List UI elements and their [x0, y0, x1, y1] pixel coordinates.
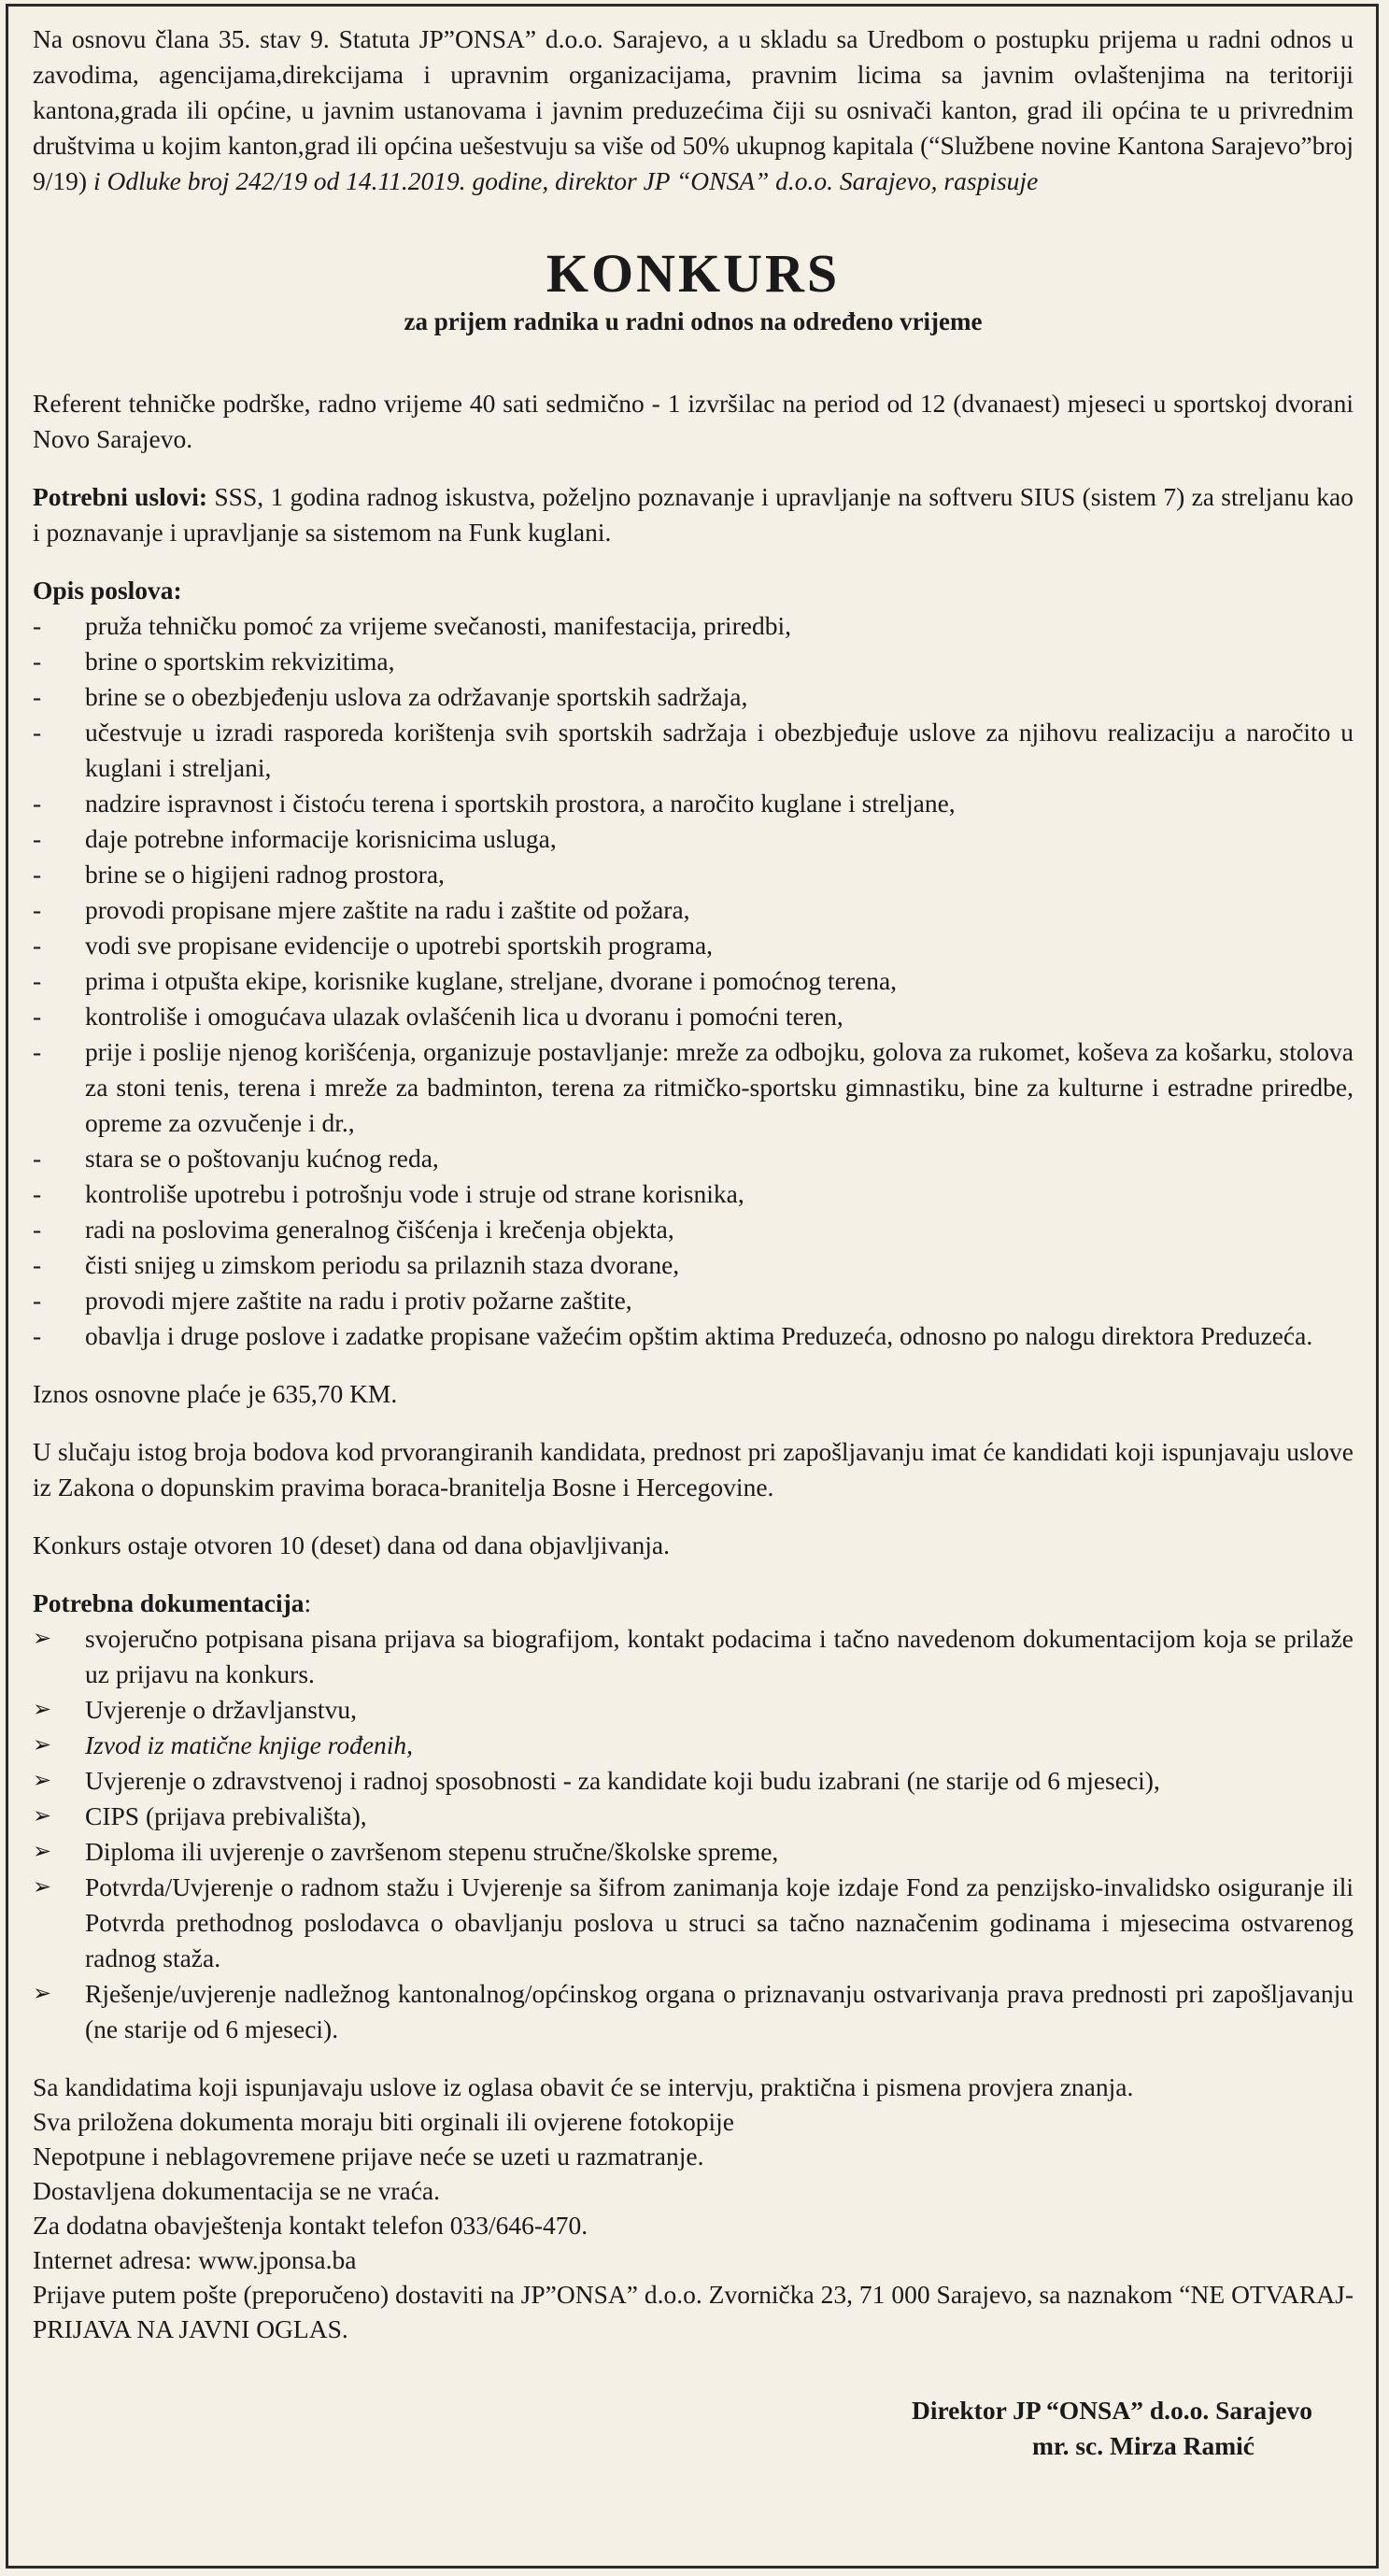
- list-item-text: brine se o higijeni radnog prostora,: [85, 860, 445, 889]
- document-item: [33, 1728, 1354, 1763]
- list-item-text: kontroliše i omogućava ulazak ovlašćenih lica u dvoranu i pomoćni teren,: [85, 1002, 843, 1031]
- list-item-text: čisti snijeg u zimskom periodu sa prilaznih staza dvorane,: [85, 1250, 680, 1279]
- duty-item: [33, 1034, 1354, 1141]
- list-item-text: prima i otpušta ekipe, korisnike kuglane, streljane, dvorane i pomoćnog terena,: [85, 966, 898, 995]
- duty-item: [33, 963, 1354, 999]
- intro-paragraph: [33, 21, 1354, 199]
- list-item-text: CIPS (prijava prebivališta),: [85, 1801, 367, 1830]
- list-marker: -: [33, 647, 42, 676]
- list-marker: -: [33, 611, 42, 640]
- list-item-text: provodi propisane mjere zaštite na radu i zaštite od požara,: [85, 895, 690, 924]
- duty-item: [33, 608, 1354, 644]
- list-item-text: kontroliše upotrebu i potrošnju vode i struje od strane korisnika,: [85, 1179, 744, 1208]
- document-item: [33, 1621, 1354, 1692]
- not-returned-text: Dostavljena dokumentacija se ne vraća.: [33, 2176, 440, 2205]
- documents-colon: :: [304, 1588, 312, 1617]
- duty-item: [33, 857, 1354, 892]
- list-item-text: nadzire ispravnost i čistoću terena i sportskih prostora, a naročito kuglane i streljane,: [85, 789, 956, 818]
- document-item: [33, 1799, 1354, 1834]
- list-item-text: brine o sportskim rekvizitima,: [85, 647, 395, 676]
- website-text: Internet adresa: www.jponsa.ba: [33, 2245, 357, 2274]
- list-marker: -: [33, 1037, 42, 1066]
- intro-decision: i Odluke broj 242/19 od 14.11.2019. godine, direktor JP “ONSA” d.o.o. Sarajevo, raspisuje: [87, 166, 1039, 195]
- document-item: [33, 1870, 1354, 1976]
- list-marker: -: [33, 682, 42, 711]
- duty-item: [33, 892, 1354, 928]
- mail-instructions-text: Prijave putem pošte (preporučeno) dostaviti na JP”ONSA” d.o.o. Zvornička 23, 71 000 Sarajevo, sa naznakom “NE OTVARAJ-PRIJAVA NA JAVNI OGLAS.: [33, 2280, 1354, 2343]
- list-marker: -: [33, 1250, 42, 1279]
- intro-legal-basis: Na osnovu člana 35. stav 9. Statuta JP”ONSA” d.o.o. Sarajevo, a u skladu sa Uredbom o postupku prijema u radni odnos u zavodima, agencijama,direkcijama i upravnim organizacijama, pravnim licima sa javnim ovlaštenjima na teritoriji kantona,grada ili općine, u javnim ustanovama i javnim preduzećima čiji su osnivači kanton, grad ili općina te u privrednim društvima u kojim kanton,grad ili općina uešestvuju sa više od 50% ukupnog kapitala (“Službene novine Kantona Sarajevo”broj 9/19): [33, 24, 1354, 195]
- list-marker: ➢: [33, 1875, 52, 1900]
- document-item: [33, 1834, 1354, 1870]
- requirements-label: Potrebni uslovi:: [33, 482, 208, 511]
- list-item-text: Potvrda/Uvjerenje o radnom stažu i Uvjerenje sa šifrom zanimanja koje izdaje Fond za penzijsko-invalidsko osiguranje ili Potvrda prethodnog poslodavca o obavljanju poslova u struci sa tačno naznačenim godinama i mjesecima ostvarenog radnog staža.: [85, 1872, 1354, 1972]
- position-description: Referent tehničke podrške, radno vrijeme 40 sati sedmično - 1 izvršilac na period od 12 (dvanaest) mjeseci u sportskoj dvorani Novo Sarajevo.: [33, 389, 1354, 453]
- duty-item: [33, 715, 1354, 786]
- document-item: [33, 1763, 1354, 1799]
- incomplete-text: Nepotpune i neblagovremene prijave neće se uzeti u razmatranje.: [33, 2142, 704, 2170]
- list-item-text: obavlja i druge poslove i zadatke propisane važećim opštim aktima Preduzeća, odnosno po nalogu direktora Preduzeća.: [85, 1321, 1313, 1350]
- page-subtitle: za prijem radnika u radni odnos na određeno vrijeme: [404, 307, 983, 335]
- list-item-text: prije i poslije njenog korišćenja, organizuje postavljanje: mreže za odbojku, golova za rukomet, koševa za košarku, stolova za stoni tenis, terena i mreže za badminton, terena za ritmičko-sportsku gimnastiku, bine za kulturne i estradne priredbe, opreme za ozvučenje i dr.,: [85, 1037, 1354, 1137]
- documents-label: Potrebna dokumentacija: [33, 1588, 305, 1617]
- duty-item: [33, 679, 1354, 715]
- documents-heading: [33, 1586, 1354, 1621]
- duty-item: [33, 928, 1354, 963]
- list-marker: -: [33, 789, 42, 818]
- duty-item: [33, 1141, 1354, 1176]
- signature-title: Direktor JP “ONSA” d.o.o. Sarajevo: [911, 2396, 1312, 2425]
- list-marker: -: [33, 1215, 42, 1244]
- list-marker: ➢: [33, 1733, 52, 1758]
- signature-block: [33, 2393, 1354, 2464]
- document-item: [33, 1976, 1354, 2047]
- page-title: KONKURS: [546, 243, 841, 304]
- list-item-text: stara se o poštovanju kućnog reda,: [85, 1144, 439, 1173]
- documents-list: [33, 1621, 1354, 2047]
- salary-text: Iznos osnovne plaće je 635,70 KM.: [33, 1379, 398, 1408]
- list-item-text: pruža tehničku pomoć za vrijeme svečanosti, manifestacija, priredbi,: [85, 611, 791, 640]
- duty-item: [33, 1176, 1354, 1212]
- list-marker: ➢: [33, 1698, 52, 1722]
- duties-label: Opis poslova:: [33, 576, 182, 605]
- list-marker: -: [33, 718, 42, 747]
- duty-item: [33, 1212, 1354, 1247]
- list-item-text: daje potrebne informacije korisnicima usluga,: [85, 824, 557, 853]
- duty-item: [33, 821, 1354, 857]
- list-marker: -: [33, 1144, 42, 1173]
- list-item-text: Uvjerenje o zdravstvenoj i radnoj sposobnosti - za kandidate koji budu izabrani (ne starije od 6 mjeseci),: [85, 1766, 1160, 1795]
- list-item-text: vodi sve propisane evidencije o upotrebi sportskih programa,: [85, 931, 714, 960]
- list-marker: ➢: [33, 1804, 52, 1829]
- list-marker: -: [33, 860, 42, 889]
- list-marker: ➢: [33, 1982, 52, 2006]
- requirements-paragraph: [33, 479, 1354, 550]
- priority-text: U slučaju istog broja bodova kod prvorangiranih kandidata, prednost pri zapošljavanju imat će kandidati koji ispunjavaju uslove iz Zakona o dopunskim pravima boraca-branitelja Bosne i Hercegovine.: [33, 1437, 1354, 1501]
- signature-name: mr. sc. Mirza Ramić: [1032, 2431, 1254, 2460]
- list-marker: ➢: [33, 1840, 52, 1864]
- list-item-text: radi na poslovima generalnog čišćenja i krečenja objekta,: [85, 1215, 674, 1244]
- duty-item: [33, 644, 1354, 679]
- list-marker: -: [33, 1179, 42, 1208]
- list-item-text: Uvjerenje o državljanstvu,: [85, 1695, 357, 1724]
- list-item-text: Izvod iz matične knjige rođenih,: [85, 1730, 414, 1759]
- list-item-text: Diploma ili uvjerenje o završenom stepenu stručne/školske spreme,: [85, 1837, 779, 1866]
- list-marker: -: [33, 1321, 42, 1350]
- job-announcement: [6, 4, 1379, 2569]
- originals-text: Sva priložena dokumenta moraju biti orginali ili ovjerene fotokopije: [33, 2107, 734, 2136]
- duty-item: [33, 786, 1354, 821]
- list-marker: -: [33, 1002, 42, 1031]
- contact-phone-text: Za dodatna obavještenja kontakt telefon 033/646-470.: [33, 2211, 588, 2240]
- duty-item: [33, 999, 1354, 1034]
- list-item-text: učestvuje u izradi rasporeda korištenja svih sportskih sadržaja i obezbjeđuje uslove za njihovu realizaciju a naročito u kuglani i streljani,: [85, 718, 1354, 782]
- open-period-text: Konkurs ostaje otvoren 10 (deset) dana od dana objavljivanja.: [33, 1530, 670, 1559]
- list-marker: ➢: [33, 1769, 52, 1793]
- duty-item: [33, 1283, 1354, 1318]
- list-marker: -: [33, 1286, 42, 1315]
- duties-list: [33, 608, 1354, 1354]
- document-item: [33, 1692, 1354, 1728]
- duty-item: [33, 1247, 1354, 1283]
- list-item-text: Rješenje/uvjerenje nadležnog kantonalnog/općinskog organa o priznavanju ostvarivanja prava prednosti pri zapošljavanju (ne starije od 6 mjeseci).: [85, 1979, 1354, 2043]
- list-item-text: brine se o obezbjeđenju uslova za održavanje sportskih sadržaja,: [85, 682, 748, 711]
- list-marker: -: [33, 824, 42, 853]
- list-item-text: provodi mjere zaštite na radu i protiv požarne zaštite,: [85, 1286, 632, 1315]
- interview-text: Sa kandidatima koji ispunjavaju uslove iz oglasa obavit će se intervju, praktična i pismena provjera znanja.: [33, 2072, 1134, 2101]
- list-marker: -: [33, 931, 42, 960]
- closing-section: [33, 2070, 1354, 2346]
- list-item-text: svojeručno potpisana pisana prijava sa biografijom, kontakt podacima i tačno navedenom dokumentacijom koja se prilaže uz prijavu na konkurs.: [85, 1624, 1354, 1688]
- list-marker: ➢: [33, 1627, 52, 1651]
- list-marker: -: [33, 966, 42, 995]
- requirements-text: SSS, 1 godina radnog iskustva, poželjno poznavanje i upravljanje na softveru SIUS (sistem 7) za streljanu kao i poznavanje i upravljanje sa sistemom na Funk kuglani.: [33, 482, 1354, 547]
- duty-item: [33, 1318, 1354, 1354]
- list-marker: -: [33, 895, 42, 924]
